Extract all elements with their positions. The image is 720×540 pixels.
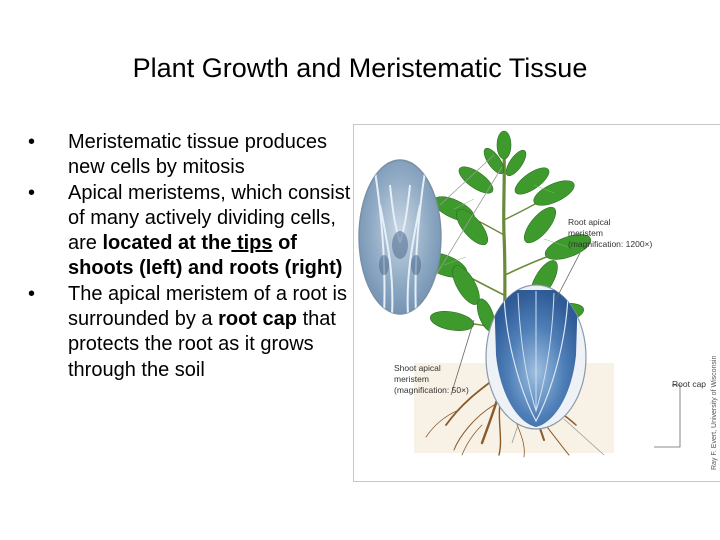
label-line: (magnification: 50×)	[394, 385, 469, 395]
bullet-bold-text: located at the	[102, 232, 232, 255]
figure-illustration	[354, 125, 720, 481]
plant-meristem-figure: Root apical meristem (magnification: 1200×) Shoot apical meristem (magnification: 50×) Root cap Ray F. Evert, University of Wisconsin	[353, 124, 720, 482]
bullet-underlined-text: tips	[231, 232, 273, 255]
label-line: Root apical	[568, 217, 611, 227]
bullet-text: that protects the root as it grows through the soil	[68, 308, 336, 381]
bullet-marker: •	[28, 181, 36, 204]
label-line: meristem	[568, 228, 603, 238]
bullet-list	[24, 130, 354, 383]
label-line: Shoot apical	[394, 363, 441, 373]
bullet-text: Apical meristems, which consist of many actively dividing cells, are	[68, 181, 351, 255]
bullet-bold-text: of shoots (left) and roots (right)	[68, 232, 343, 280]
bullet-marker: •	[28, 131, 36, 153]
bullet-item	[24, 181, 354, 282]
root-apical-meristem-label	[568, 217, 652, 250]
root-cap-label: Root cap	[672, 379, 707, 389]
bullet-item	[24, 130, 354, 181]
label-line: meristem	[394, 374, 429, 384]
bullet-text: The apical meristem of a root is surrounded by a	[68, 282, 347, 331]
shoot-apical-meristem-label	[394, 363, 469, 396]
label-line: (magnification: 1200×)	[568, 239, 653, 249]
bullet-item	[24, 282, 354, 383]
bullet-text: Meristematic tissue produces new cells by mitosis	[68, 131, 327, 179]
slide-title: Plant Growth and Meristematic Tissue	[132, 53, 588, 83]
bullet-marker: •	[28, 282, 36, 305]
bullet-bold-text: root cap	[218, 308, 298, 331]
